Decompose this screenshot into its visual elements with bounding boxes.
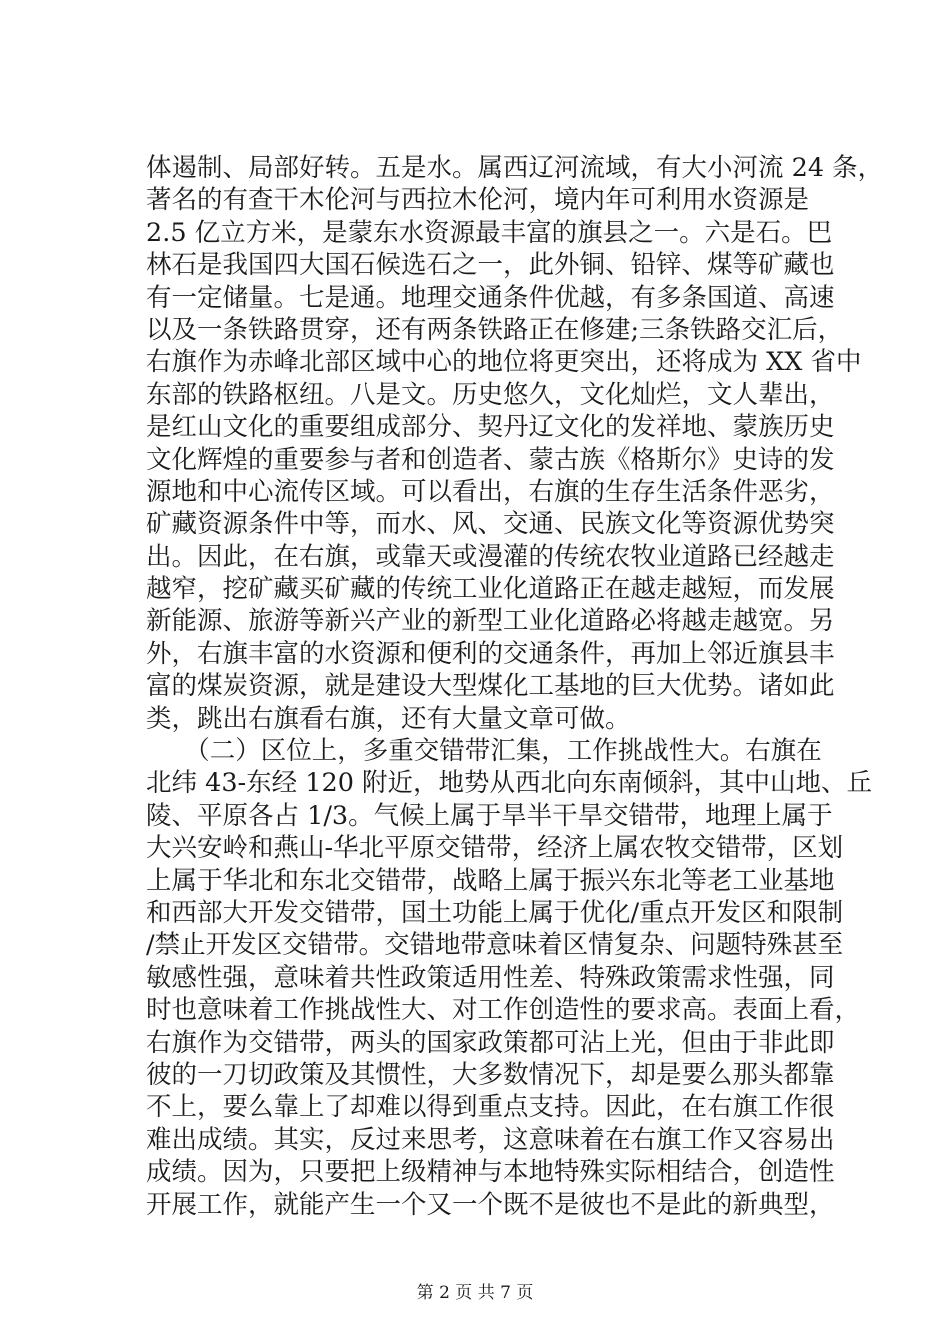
text-line: 成绩。因为，只要把上级精神与本地特殊实际相结合，创造性 <box>146 1157 835 1188</box>
text-line: 不上，要么靠上了却难以得到重点支持。因此，在右旗工作很 <box>146 1092 835 1123</box>
text-line: 彼的一刀切政策及其惯性，大多数情况下，却是要么那头都靠 <box>146 1059 835 1090</box>
text-line: 敏感性强，意味着共性政策适用性差、特殊政策需求性强，同 <box>146 962 835 993</box>
text-line: 大兴安岭和燕山-华北平原交错带，经济上属农牧交错带，区划 <box>146 833 844 864</box>
text-line: 林石是我国四大国石候选石之一，此外铜、铅锌、煤等矿藏也 <box>146 250 835 281</box>
text-line: 源地和中心流传区域。可以看出，右旗的生存生活条件恶劣， <box>146 476 835 507</box>
text-line: 富的煤炭资源，就是建设大型煤化工基地的巨大优势。诸如此 <box>146 671 835 702</box>
text-line: 是红山文化的重要组成部分、契丹辽文化的发祥地、蒙族历史 <box>146 412 835 443</box>
text-line: 体遏制、局部好转。五是水。属西辽河流域，有大小河流 24 条， <box>146 153 884 183</box>
text-line: 出。因此，在右旗，或靠天或漫灌的传统农牧业道路已经越走 <box>146 541 835 572</box>
text-line: 右旗作为交错带，两头的国家政策都可沾上光，但由于非此即 <box>146 1027 835 1058</box>
text-line: 东部的铁路枢纽。八是文。历史悠久，文化灿烂，文人辈出， <box>146 379 835 410</box>
text-line: （二）区位上，多重交错带汇集，工作挑战性大。右旗在 <box>146 736 822 767</box>
text-line: 时也意味着工作挑战性大、对工作创造性的要求高。表面上看， <box>146 995 861 1026</box>
text-line: 著名的有查干木伦河与西拉木伦河，境内年可利用水资源是 <box>146 185 810 216</box>
text-line: 开展工作，就能产生一个又一个既不是彼也不是此的新典型， <box>146 1189 835 1220</box>
text-line: 新能源、旅游等新兴产业的新型工业化道路必将越走越宽。另 <box>146 606 835 637</box>
text-line: 以及一条铁路贯穿，还有两条铁路正在修建;三条铁路交汇后， <box>146 314 844 345</box>
text-line: 2.5 亿立方米，是蒙东水资源最丰富的旗县之一。六是石。巴 <box>146 217 833 248</box>
text-line: 右旗作为赤峰北部区域中心的地位将更突出，还将成为 XX 省中 <box>146 347 862 378</box>
text-line: 文化辉煌的重要参与者和创造者、蒙古族《格斯尔》史诗的发 <box>146 444 835 475</box>
document-body <box>146 152 884 1221</box>
text-line: 有一定储量。七是通。地理交通条件优越，有多条国道、高速 <box>146 282 835 313</box>
text-line: 矿藏资源条件中等，而水、风、交通、民族文化等资源优势突 <box>146 509 835 540</box>
text-line: 和西部大开发交错带，国土功能上属于优化/重点开发区和限制 <box>146 897 844 928</box>
text-line: /禁止开发区交错带。交错地带意味着区情复杂、问题特殊甚至 <box>146 930 844 961</box>
text-line: 上属于华北和东北交错带，战略上属于振兴东北等老工业基地 <box>146 865 835 896</box>
text-line: 外，右旗丰富的水资源和便利的交通条件，再加上邻近旗县丰 <box>146 638 835 669</box>
text-line: 难出成绩。其实，反过来思考，这意味着在右旗工作又容易出 <box>146 1124 835 1155</box>
page-number-footer: 第 2 页 共 7 页 <box>416 1283 534 1303</box>
paragraph-1 <box>146 152 884 735</box>
text-line: 陵、平原各占 1/3。气候上属于旱半干旱交错带，地理上属于 <box>146 800 833 831</box>
text-line: 北纬 43-东经 120 附近，地势从西北向东南倾斜，其中山地、丘 <box>146 768 873 799</box>
paragraph-2 <box>146 735 873 1221</box>
text-line: 越窄，挖矿藏买矿藏的传统工业化道路正在越走越短，而发展 <box>146 574 835 605</box>
text-line: 类，跳出右旗看右旗，还有大量文章可做。 <box>146 703 631 734</box>
